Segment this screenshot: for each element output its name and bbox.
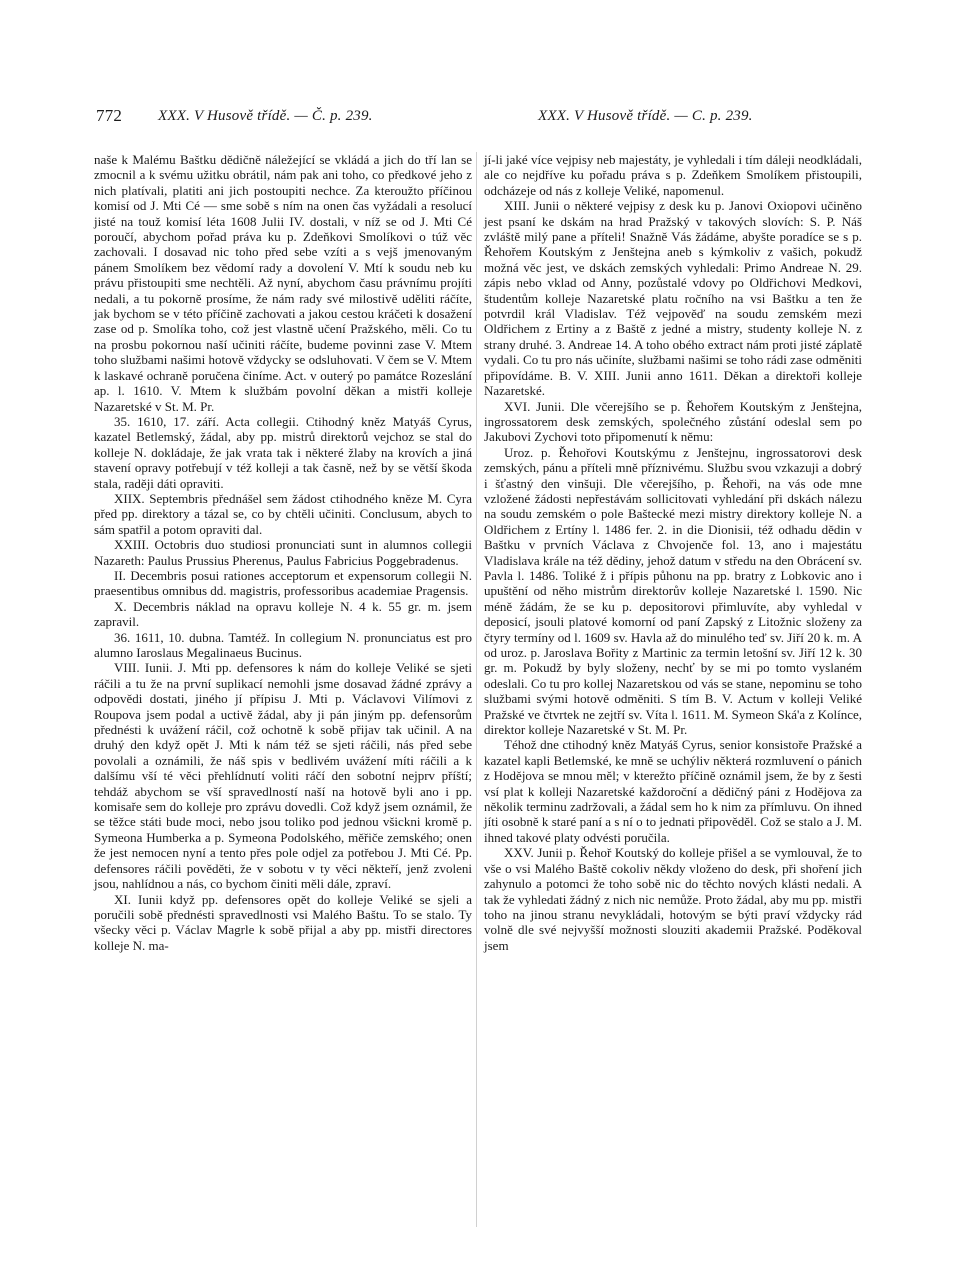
paragraph: naše k Malému Baštku dědičně náležející se vkládá a jich do tří lan se zmocnil a k svému užitku obrátil, nám pak ani toho, co předkové jeho z nich platívali, platiti ani jich postoupiti nechce. Za kteroužto příčinou komisí od J. Mti Cé — sme sobě s ním na onen čas vyžádali a resolucí jisté na touž komisí léta 1608 Julii IV. dostali, v níž se od J. Mti Cé poroučí, abychom pořad práva ku p. Zdeňkovi Smolíkovi o túž věc zachovali. I dosavad nic toho před sebe vzíti a s vejš jmenovaným pánem Smolíkem bez vědomí rady a dovolení V. Mtí k soudu neb ku právu přistoupiti sme nechtěli. Až nyní, abychom času právnímu projíti nedali, a tu pokorně prosíme, že nám rady své milostivě uděliti ráčíte, jak bychom se v této příčině zachovati a jakou cestou kráčeti k dosažení zase od p. Smolíka toho, což jest vlastně učení Pražského, měli. Co tu na prosbu pokornou naší učiniti ráčíte, budeme povinni zase V. Mtem toho službami našimi hotově vždycky se odsluhovati. V čem se V. Mtem k laskavé ochraně poručena činíme. Act. v outerý po památce Rozeslání ap. l. 1610. V. Mtem k službám povolní děkan a mistři kolleje Nazaretské v St. M. Pr. <box>94 152 472 414</box>
paragraph: jí-li jaké více vejpisy neb majestáty, je vyhledali i tím dáleji neodkládali, ale co nejdříve ku pořadu práva s p. Zdeňkem Smolíkem přistoupili, odcházeje od nás z kolleje Veliké, napomenul. <box>484 152 862 198</box>
paragraph: XI. Iunii když pp. defensores opět do kolleje Veliké se sjeli a poručili sobě přednésti spravedlnosti vsi Malého Baštu. To se stalo. Ty všecky věci p. Václav Magrle k sobě přijal a aby pp. mistři directores kolleje N. ma- <box>94 891 472 953</box>
paragraph: XXV. Junii p. Řehoř Koutský do kolleje přišel a se vymlouval, že to vše o vsi Malého Baště cokoliv někdy vloženo do desk, při shoření jich zahynulo a potomci že toho sobě nic do těchto nových klásti nedali. A tak že vyhledati žádný z nich nic nemůže. Proto žádal, aby mu pp. mistři toho na jinou stranu nevykládali, hotovým se býti praví vždycky rád volně dle své nejvyšší možnosti slouziti akademii Pražské. Poděkoval jsem <box>484 845 862 953</box>
left-column <box>94 152 472 953</box>
paragraph: XIIX. Septembris přednášel sem žádost ctihodného kněze M. Cyra před pp. direktory a tázal se, co by chtěli učiniti. Conclusum, abych to sám spatřil a potom opraviti dal. <box>94 490 472 537</box>
running-title-left: XXX. V Husově třídě. — Č. p. 239. <box>158 108 373 124</box>
paragraph: Uroz. p. Řehořovi Koutskýmu z Jenštejnu, ingrossatorovi desk zemských, pánu a příteli mně příznivému. Službu svou vzkazuji a dobrý i šťastný den vinšuji. Dle včerejšího, p. Řehoři, na vás ode mne vzložené žádosti nepřestávám sollicitovati vyhledání při dskách nálezu na soudu zemském o pole Baštecké mezi mistry direktory kolleje N. a Oldřichem z Ertíny l. 1486 fer. 2. in die Dionisii, též odhadu dědin v Baštku v prvních Václava z Chvojenče fol. 13, ano i majestátu Vladislava krále na též dědiny, jehož datum v středu na den Obrácení sv. Pavla l. 1486. Toliké ž i přípis půhonu na pp. bratry z Lobkovic ano i upuštění od něho mistrům direktorův kolleje Nazaretské l. 1590. Nic méně žádám, že se ku p. depositorovi přimluvíte, aby vyhledal v deposicí, jsouli platové komorní od paní Zapský z Litožnic složeny za čtyry termíny od l. 1609 sv. Havla až do minulého teď sv. Jiří 20 k. m. A od uroz. p. Jaroslava Bořity z Martinic za termin letošní sv. Jiří 12 k. 30 gr. m. Pokudž by byly složeny, nechť by se mi po tomto vyslaném odeslali. Co tu pro kollej Nazaretskou od vás se stane, nepominu se toho službami svými hotově odměniti. S tím B. V. Actum v kolleji Veliké Pražské ve čtvrtek ne zejtří sv. Víta l. 1611. M. Symeon Ská'a z Kolínce, direktor kolleje Nazaretské v St. M. Pr. <box>484 444 862 738</box>
running-header <box>96 106 856 130</box>
right-column <box>484 152 862 953</box>
paragraph: X. Decembris náklad na opravu kolleje N. 4 k. 55 gr. m. jsem zapravil. <box>94 598 472 630</box>
paragraph: VIII. Iunii. J. Mti pp. defensores k nám do kolleje Veliké se sjeti ráčili a tu že na první suplikací nemohli jsme dosavad žádné zprávy a odpovědi dostati, jiného jí přípisu J. Mti p. Václavovi Vilímovi z Roupova jsem podal a uctivě žádal, aby ji pán jiným pp. defensorům přednésti k uvážení ráčil, což ochotně k sobě přijav tak učinil. A na druhý den když opět J. Mti k nám též se sjeti ráčili, nás před sebe povolali a oznámili, že náš spis v bedlivém uvážení míti ráčili a k dalšímu vší té věci přehlídnutí voliti ráčí den sobotní nejprv příští; tehdáž abychom se vší spravedlností naší na hotově byli ano i pp. komisaře sem do kolleje pro zprávu dovedli. Což když jsem oznámil, že se těžce státi bude moci, nebo jsou toliko pod jednou všickni kromě p. Symeona Humberka a p. Symeona Podolského, měřiče zemského; onen že jest nemocen nyní a tento přes pole odjel za potřebou J. Mti Cé. Pp. defensores ráčili pověděti, že v sobotu v ty věci někteří, jenž zvoleni jsou, nahlídnou a nás, co bychom činiti měli dále, zpraví. <box>94 660 472 892</box>
running-title-right: XXX. V Husově třídě. — C. p. 239. <box>538 108 753 124</box>
paragraph: XXIII. Octobris duo studiosi pronunciati sunt in alumnos collegii Nazareth: Paulus Prussius Pherenus, Paulus Fabricius Poggebradenus. <box>94 537 472 568</box>
paragraph: XIII. Junii o některé vejpisy z desk ku p. Janovi Oxiopovi učiněno jest psaní ke dskám na hrad Pražský v takových slovích: S. P. Náš zvláště milý pane a příteli! Snažně Vás žádáme, abyšte poradíce se s p. Řehořem Koutským z Jenštejna aneb s kýmkoliv z vašich, pokudž možná věc jest, ve dskách zemských vyhledali: Primo Andreae N. 29. zápis nebo vklad od Anny, pozůstalé vdovy po Oldřichovi Medkovi, študentům kolleje Nazaretské platu ročního na vsi Baštku a ten že potvrdil král Vladislav. Též vejpověď na soudu zemském mezi Oldřichem z Ertiny a z Baště z jedné a mistry, studenty kolleje N. z strany druhé. 3. Andreae 14. A toho obého extract nám proti jisté záplatě vydali. Co tu pro nás učiníte, službami našimi se toho rádi zase odměniti připovídáme. B. V. XIII. Junii anno 1611. Děkan a direktoři kolleje Nazaretské. <box>484 198 862 399</box>
page-number: 772 <box>96 106 123 125</box>
paragraph: 36. 1611, 10. dubna. Tamtéž. In collegium N. pronunciatus est pro alumno Iaroslaus Megalinaeus Bucinus. <box>94 629 472 660</box>
column-divider <box>476 152 477 1227</box>
paragraph: Téhož dne ctihodný kněz Matyáš Cyrus, senior konsistoře Pražské a kazatel kapli Betlemské, ke mně se uchýliv některá rozmluvení o pánich z Hodějova se mnou měl; v kterežto příčině oznámil jsem, že by z šesti vsí plat k kolleji Nazaretské každoroční a dědičný páni z Hodějova za několik terminu zadržovali, a žádal sem ho k nim za přímluvu. On ihned jíti osobně k staré paní a s ní o to jednati připověděl. Což se stalo a J. M. ihned takové platy odvésti poručila. <box>484 737 862 845</box>
paragraph: 35. 1610, 17. září. Acta collegii. Ctihodný kněz Matyáš Cyrus, kazatel Betlemský, žádal, aby pp. mistrů direktorů vejchoz se stal do kolleje N. dokládaje, že jak vrata tak i některé žlaby na krovích a jiná stavení opravy potřebují v též kolleji a tak časně, než by se větší škoda stala, raději dáti opraviti. <box>94 413 472 491</box>
paragraph: XVI. Junii. Dle včerejšího se p. Řehořem Koutským z Jenštejna, ingrossatorem desk zemských, společného zůstání odeslal sem po Jakubovi Zychovi toto připomenutí k němu: <box>484 398 862 445</box>
paragraph: II. Decembris posui rationes acceptorum et expensorum collegii N. praesentibus omnibus dd. magistris, professoribus academiae Pragensis. <box>94 567 472 599</box>
